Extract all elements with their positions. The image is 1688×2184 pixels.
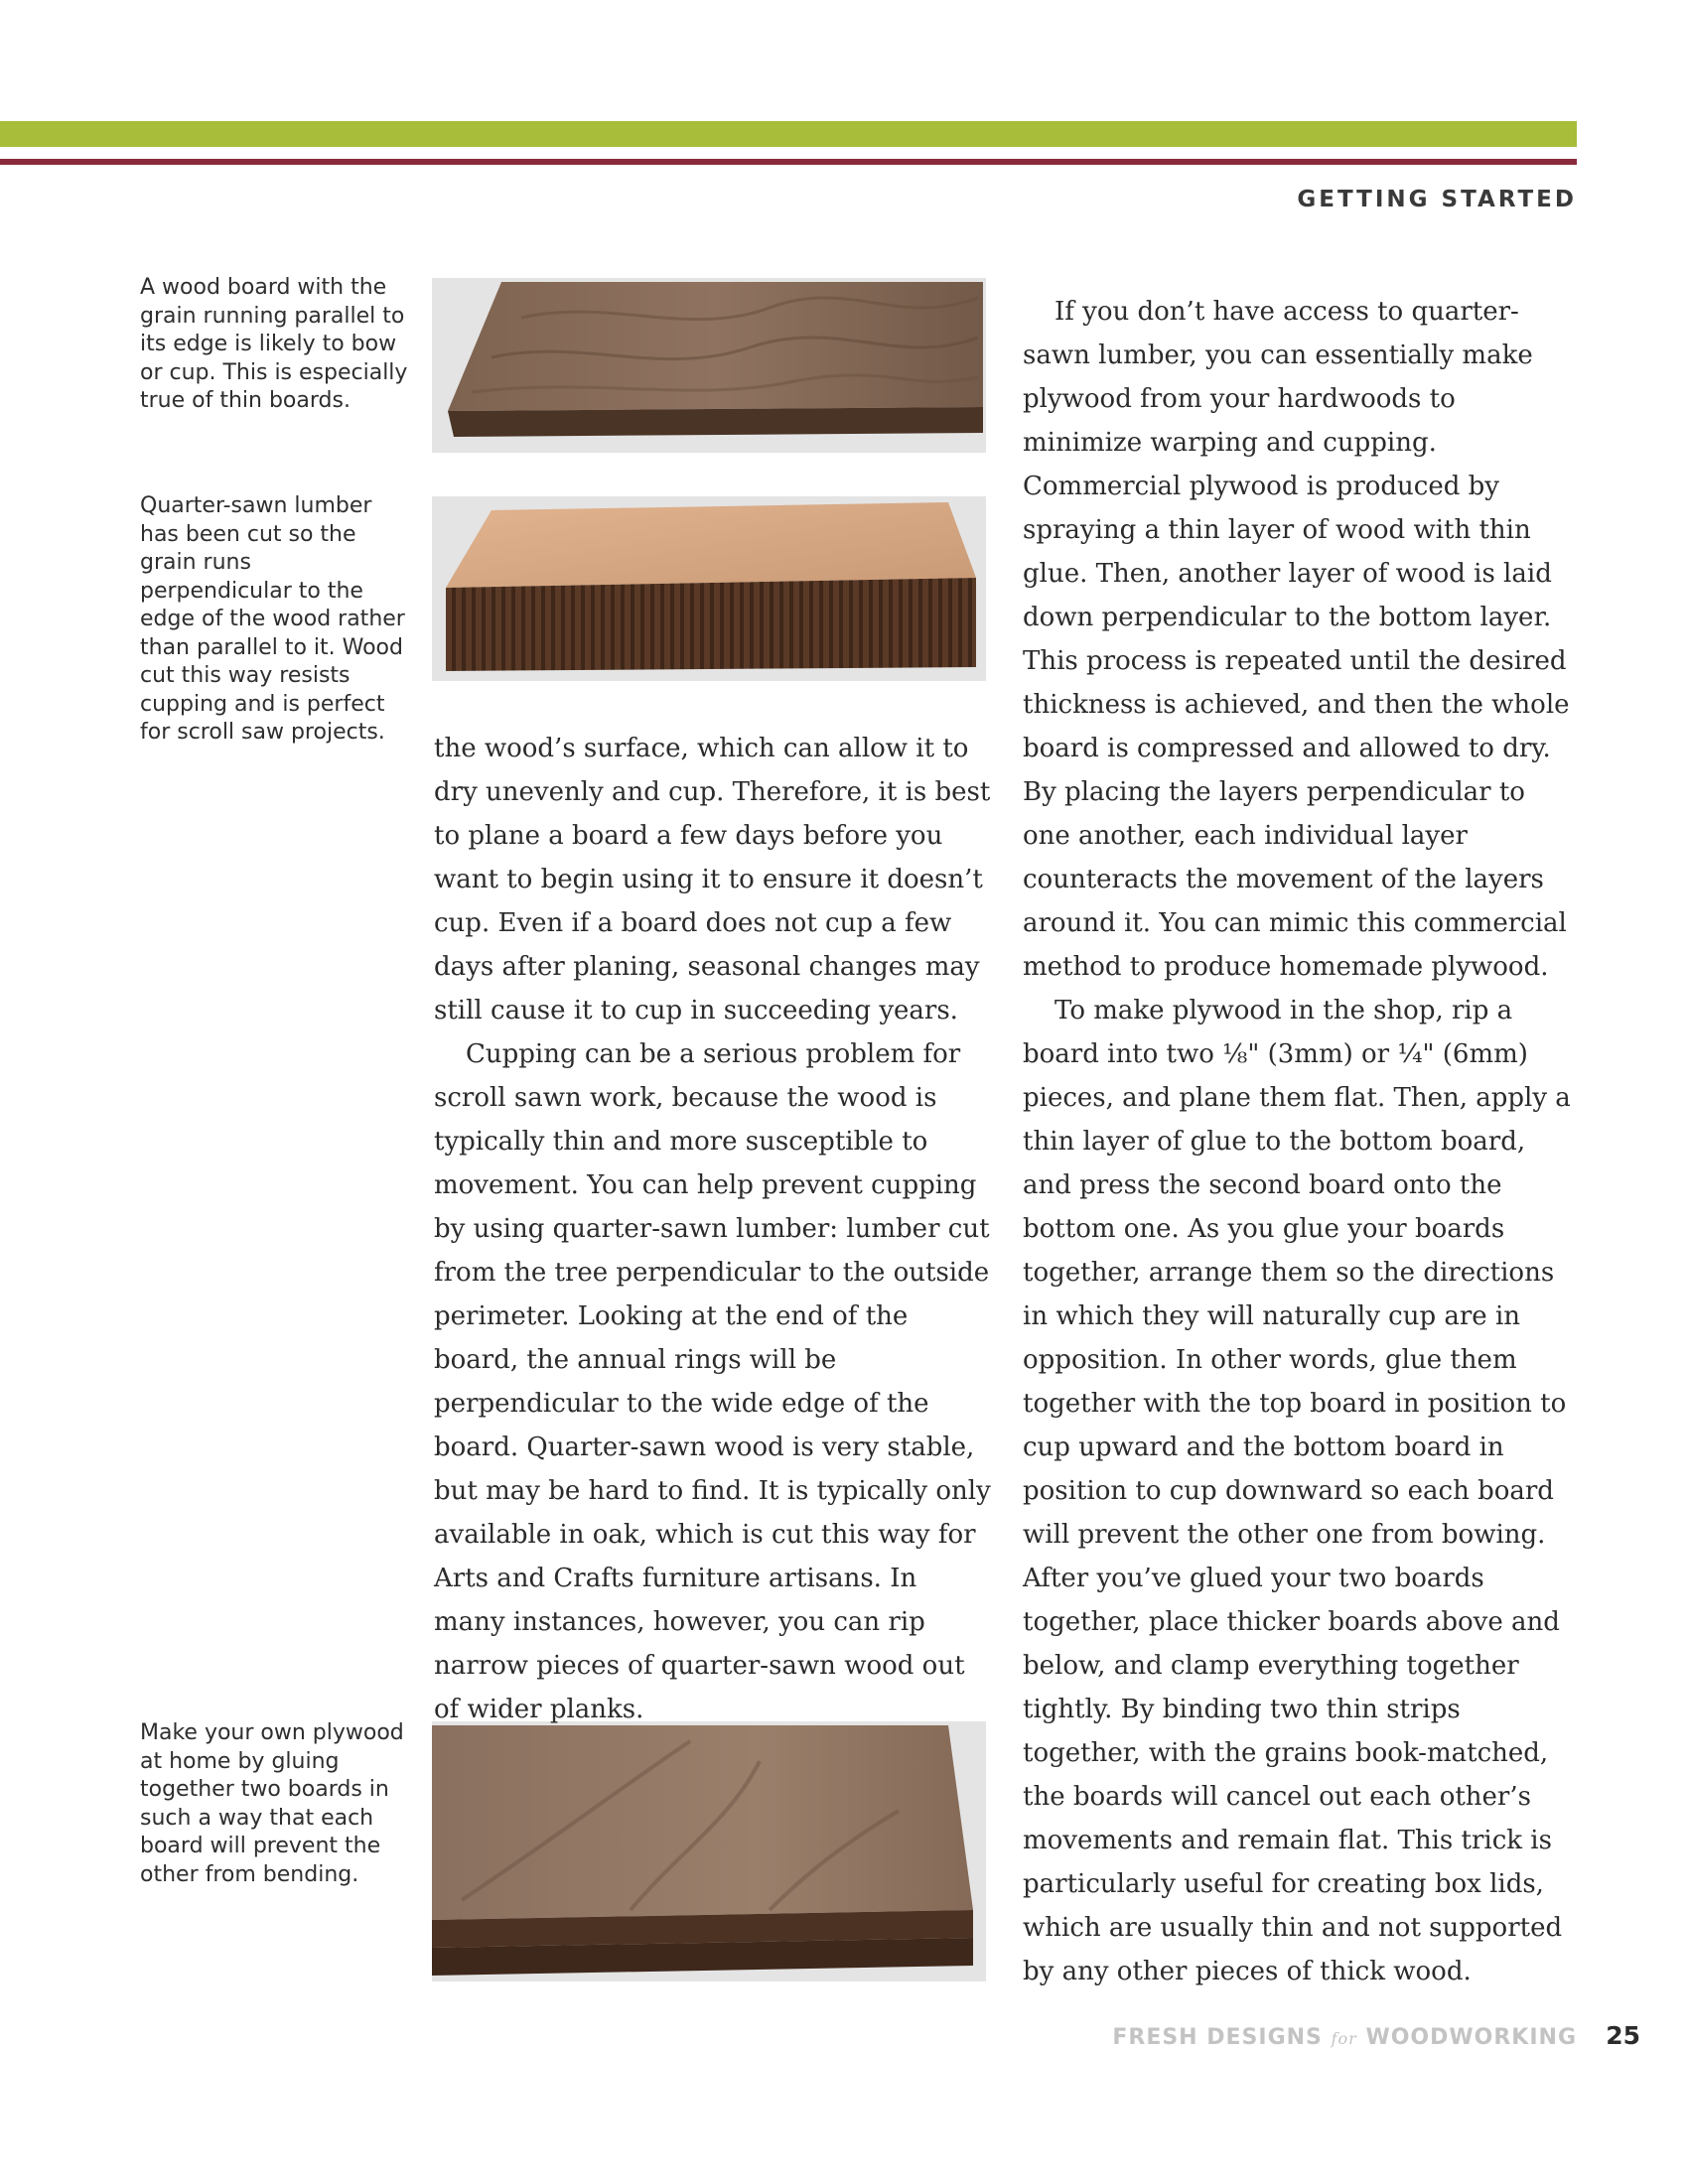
page-number: 25 (1606, 2021, 1640, 2050)
caption-board-plywood: Make your own plywood at home by gluing together two boards in such a way that each board will prevent the other from bending. (140, 1720, 404, 1887)
footer-brand-part1: FRESH DESIGNS (1112, 2025, 1323, 2050)
middle-column-text (434, 727, 996, 1731)
footer-brand-part2: WOODWORKING (1365, 2025, 1577, 2050)
caption-board-quarter-sawn: Quarter-sawn lumber has been cut so the grain runs perpendicular to the edge of the wood rather than parallel to it. Wood cut this way resists cupping and is perfect for scroll saw projects. (140, 493, 405, 745)
paragraph: If you don’t have access to quarter-sawn lumber, you can essentially make plywood from your hardwoods to minimize warping and cupping. Commercial plywood is produced by spraying a thin layer of wood with thin glue. Then, another layer of wood is laid down perpendicular to the bottom layer. This process is repeated until the desired thickness is achieved, and then the whole board is compressed and allowed to dry. By placing the layers perpendicular to one another, each individual layer counteracts the movement of the layers around it. You can mimic this commercial method to produce homemade plywood. (1023, 297, 1570, 982)
board-illustration (432, 496, 986, 681)
paragraph: the wood’s surface, which can allow it to dry unevenly and cup. Therefore, it is best to plane a board a few days before you want to begin using it to ensure it doesn’t cup. Even if a board does not cup a few days after planing, seasonal changes may still cause it to cup in succeeding years. (434, 734, 991, 1025)
photo-quarter-sawn-board (432, 496, 986, 681)
photo-flat-sawn-board (432, 278, 986, 453)
photo-plywood-board (432, 1721, 986, 1981)
board-illustration (432, 278, 986, 453)
footer-brand (1112, 2025, 1577, 2050)
header-green-bar (0, 121, 1577, 147)
caption-board-parallel: A wood board with the grain running parallel to its edge is likely to bow or cup. This is especially true of thin boards. (140, 275, 408, 413)
board-illustration (432, 1721, 986, 1981)
paragraph: Cupping can be a serious problem for scroll sawn work, because the wood is typically thin and more susceptible to movement. You can help prevent cupping by using quarter-sawn lumber: lumber cut from the tree perpendicular to the outside perimeter. Looking at the end of the board, the annual rings will be perpendicular to the wide edge of the board. Quarter-sawn wood is very stable, but may be hard to find. It is typically only available in oak, which is cut this way for Arts and Crafts furniture artisans. In many instances, however, you can rip narrow pieces of quarter-sawn wood out of wider planks. (434, 1039, 991, 1724)
right-column-text (1023, 290, 1579, 1993)
paragraph: To make plywood in the shop, rip a board into two ⅛" (3mm) or ¼" (6mm) pieces, and plane them flat. Then, apply a thin layer of glue to the bottom board, and press the second board onto the bottom one. As you glue your boards together, arrange them so the directions in which they will naturally cup are in opposition. In other words, glue them together with the top board in position to cup upward and the bottom board in position to cup downward so each board will prevent the other one from bowing. After you’ve glued your two boards together, place thicker boards above and below, and clamp everything together tightly. By binding two thin strips together, with the grains book-matched, the boards will cancel out each other’s movements and remain flat. This trick is particularly useful for creating box lids, which are usually thin and not supported by any other pieces of thick wood. (1023, 996, 1571, 1986)
footer-brand-connector: for (1331, 2029, 1357, 2048)
section-label: GETTING STARTED (1297, 187, 1577, 212)
header-maroon-rule (0, 159, 1577, 165)
